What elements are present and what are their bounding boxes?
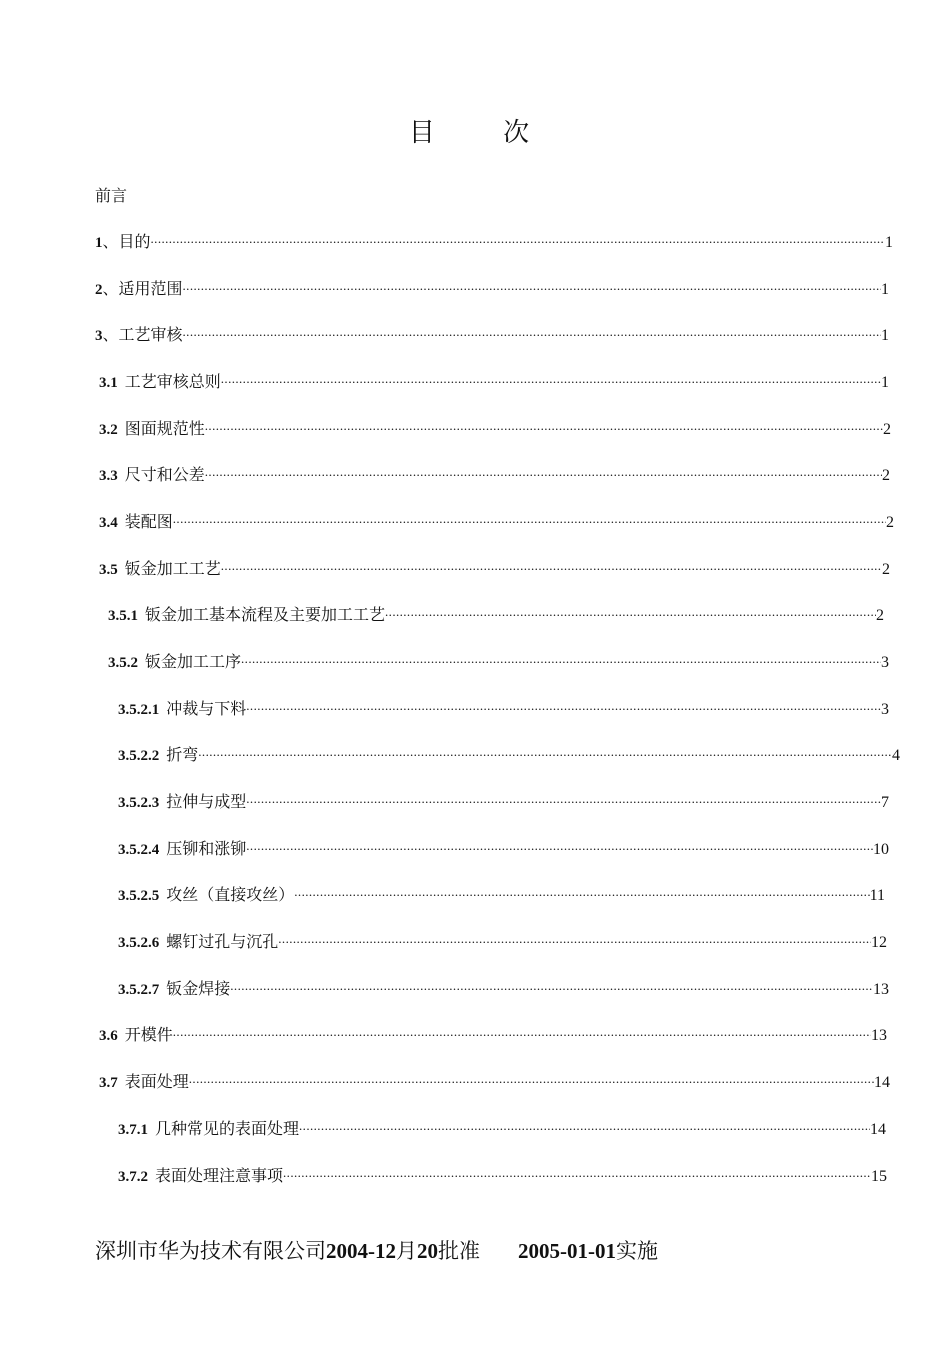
toc-title: 表面处理 bbox=[124, 1072, 189, 1091]
approve-label: 批准 bbox=[438, 1239, 480, 1263]
toc-title: 工艺审核 bbox=[118, 325, 183, 344]
toc-separator: 、 bbox=[102, 232, 119, 251]
toc-leader-dots bbox=[183, 322, 881, 340]
toc-entry[interactable] bbox=[99, 1069, 890, 1093]
toc-entry[interactable] bbox=[99, 369, 889, 393]
toc-entry[interactable] bbox=[99, 1022, 887, 1046]
toc-page-number: 10 bbox=[873, 841, 889, 858]
toc-leader-dots bbox=[183, 276, 881, 294]
company-name: 深圳市华为技术有限公司 bbox=[95, 1239, 326, 1263]
toc-page-number: 14 bbox=[870, 1121, 886, 1138]
toc-title: 适用范围 bbox=[118, 279, 183, 298]
toc-entry[interactable] bbox=[108, 649, 889, 673]
toc-page-number: 7 bbox=[881, 794, 889, 811]
toc-title: 目的 bbox=[118, 232, 151, 251]
toc-page-number: 11 bbox=[869, 887, 885, 904]
toc-number: 2 bbox=[95, 282, 103, 298]
toc-number: 3.5.2.5 bbox=[118, 888, 160, 904]
toc-leader-dots bbox=[278, 929, 871, 947]
toc-leader-dots bbox=[246, 789, 881, 807]
toc-entry[interactable] bbox=[99, 509, 894, 533]
toc-leader-dots bbox=[246, 696, 881, 714]
approval-footer bbox=[95, 1235, 658, 1265]
toc-page-number: 2 bbox=[883, 421, 891, 438]
toc-leader-dots bbox=[283, 1163, 871, 1181]
toc-leader-dots bbox=[294, 882, 869, 900]
toc-title: 钣金加工工艺 bbox=[124, 559, 221, 578]
toc-leader-dots bbox=[173, 1022, 871, 1040]
toc-title: 钣金加工工序 bbox=[145, 652, 242, 671]
toc-title: 尺寸和公差 bbox=[124, 465, 205, 484]
toc-leader-dots bbox=[189, 1069, 874, 1087]
toc-title: 钣金加工基本流程及主要加工工艺 bbox=[145, 605, 386, 624]
toc-page-number: 2 bbox=[876, 607, 884, 624]
toc-entry[interactable] bbox=[108, 602, 884, 626]
toc-page-number: 1 bbox=[881, 374, 889, 391]
toc-page-number: 1 bbox=[881, 327, 889, 344]
toc-entry[interactable] bbox=[95, 276, 889, 300]
toc-entry[interactable] bbox=[118, 1116, 886, 1140]
toc-leader-dots bbox=[151, 229, 885, 247]
toc-title: 工艺审核总则 bbox=[124, 372, 221, 391]
toc-page-number: 15 bbox=[871, 1168, 887, 1185]
toc-entry[interactable] bbox=[99, 462, 890, 486]
toc-number: 3.7 bbox=[99, 1075, 118, 1091]
toc-entry[interactable] bbox=[118, 789, 889, 813]
page-title: 目 次 bbox=[408, 118, 560, 148]
toc-page-number: 1 bbox=[885, 234, 893, 251]
toc-title: 冲裁与下料 bbox=[166, 699, 247, 718]
toc-number: 3.7.1 bbox=[118, 1122, 148, 1138]
toc-title: 折弯 bbox=[166, 745, 199, 764]
toc-title: 开模件 bbox=[124, 1025, 173, 1044]
toc-title: 拉伸与成型 bbox=[166, 792, 247, 811]
toc-leader-dots bbox=[173, 509, 886, 527]
toc-page-number: 12 bbox=[871, 934, 887, 951]
toc-leader-dots bbox=[385, 602, 876, 620]
toc-number: 3.5.1 bbox=[108, 608, 138, 624]
toc-leader-dots bbox=[221, 369, 881, 387]
toc-number: 3.6 bbox=[99, 1028, 118, 1044]
toc-page-number: 1 bbox=[881, 281, 889, 298]
toc-number: 3.4 bbox=[99, 515, 118, 531]
toc-title: 几种常见的表面处理 bbox=[155, 1119, 300, 1138]
toc-entry[interactable] bbox=[118, 742, 900, 766]
effective-label: 实施 bbox=[616, 1239, 658, 1263]
toc-entry[interactable] bbox=[118, 976, 889, 1000]
toc-number: 3.5 bbox=[99, 562, 118, 578]
toc-page-number: 4 bbox=[892, 747, 900, 764]
toc-entry[interactable] bbox=[99, 416, 891, 440]
toc-number: 3.7.2 bbox=[118, 1169, 148, 1185]
toc-number: 3.5.2.3 bbox=[118, 795, 160, 811]
toc-page-number: 3 bbox=[881, 701, 889, 718]
toc-entry[interactable] bbox=[99, 556, 890, 580]
toc-page-number: 13 bbox=[873, 981, 889, 998]
toc-entry[interactable] bbox=[118, 882, 885, 906]
toc-entry[interactable] bbox=[118, 836, 889, 860]
toc-title: 压铆和涨铆 bbox=[166, 839, 247, 858]
toc-number: 3.5.2.2 bbox=[118, 748, 160, 764]
toc-page-number: 2 bbox=[886, 514, 894, 531]
toc-leader-dots bbox=[221, 556, 882, 574]
effective-date: 2005-01-01 bbox=[518, 1239, 616, 1263]
toc-preface[interactable]: 前言 bbox=[95, 186, 128, 205]
toc-number: 3.5.2.4 bbox=[118, 842, 160, 858]
approve-month-char: 月 bbox=[396, 1239, 417, 1263]
approve-day: 20 bbox=[417, 1239, 438, 1263]
toc-entry[interactable] bbox=[95, 229, 893, 253]
toc-page-number: 13 bbox=[871, 1027, 887, 1044]
approve-year-month: 2004-12 bbox=[326, 1239, 396, 1263]
toc-leader-dots bbox=[299, 1116, 870, 1134]
toc-number: 3.5.2 bbox=[108, 655, 138, 671]
toc-page-number: 2 bbox=[882, 561, 890, 578]
toc-entry[interactable] bbox=[118, 1163, 887, 1187]
toc-separator: 、 bbox=[102, 279, 119, 298]
toc-page-number: 14 bbox=[874, 1074, 890, 1091]
toc-number: 3.3 bbox=[99, 468, 118, 484]
toc-page-number: 2 bbox=[882, 467, 890, 484]
toc-leader-dots bbox=[198, 742, 892, 760]
toc-number: 3.2 bbox=[99, 422, 118, 438]
toc-leader-dots bbox=[241, 649, 881, 667]
toc-title: 攻丝（直接攻丝） bbox=[166, 885, 295, 904]
toc-title: 表面处理注意事项 bbox=[155, 1166, 284, 1185]
toc-leader-dots bbox=[246, 836, 873, 854]
toc-title: 图面规范性 bbox=[124, 419, 205, 438]
toc-leader-dots bbox=[205, 416, 883, 434]
toc-number: 3.5.2.1 bbox=[118, 702, 160, 718]
toc-entry[interactable] bbox=[118, 929, 887, 953]
toc-title: 钣金焊接 bbox=[166, 979, 231, 998]
toc-number: 1 bbox=[95, 235, 103, 251]
toc-entry[interactable] bbox=[95, 322, 889, 346]
toc-number: 3 bbox=[95, 328, 103, 344]
toc-entry[interactable] bbox=[118, 696, 889, 720]
toc-number: 3.5.2.7 bbox=[118, 982, 160, 998]
toc-number: 3.1 bbox=[99, 375, 118, 391]
toc-title: 装配图 bbox=[124, 512, 173, 531]
toc-separator: 、 bbox=[102, 325, 119, 344]
toc-number: 3.5.2.6 bbox=[118, 935, 160, 951]
toc-title: 螺钉过孔与沉孔 bbox=[166, 932, 279, 951]
toc-page-number: 3 bbox=[881, 654, 889, 671]
toc-leader-dots bbox=[205, 462, 882, 480]
toc-leader-dots bbox=[230, 976, 873, 994]
